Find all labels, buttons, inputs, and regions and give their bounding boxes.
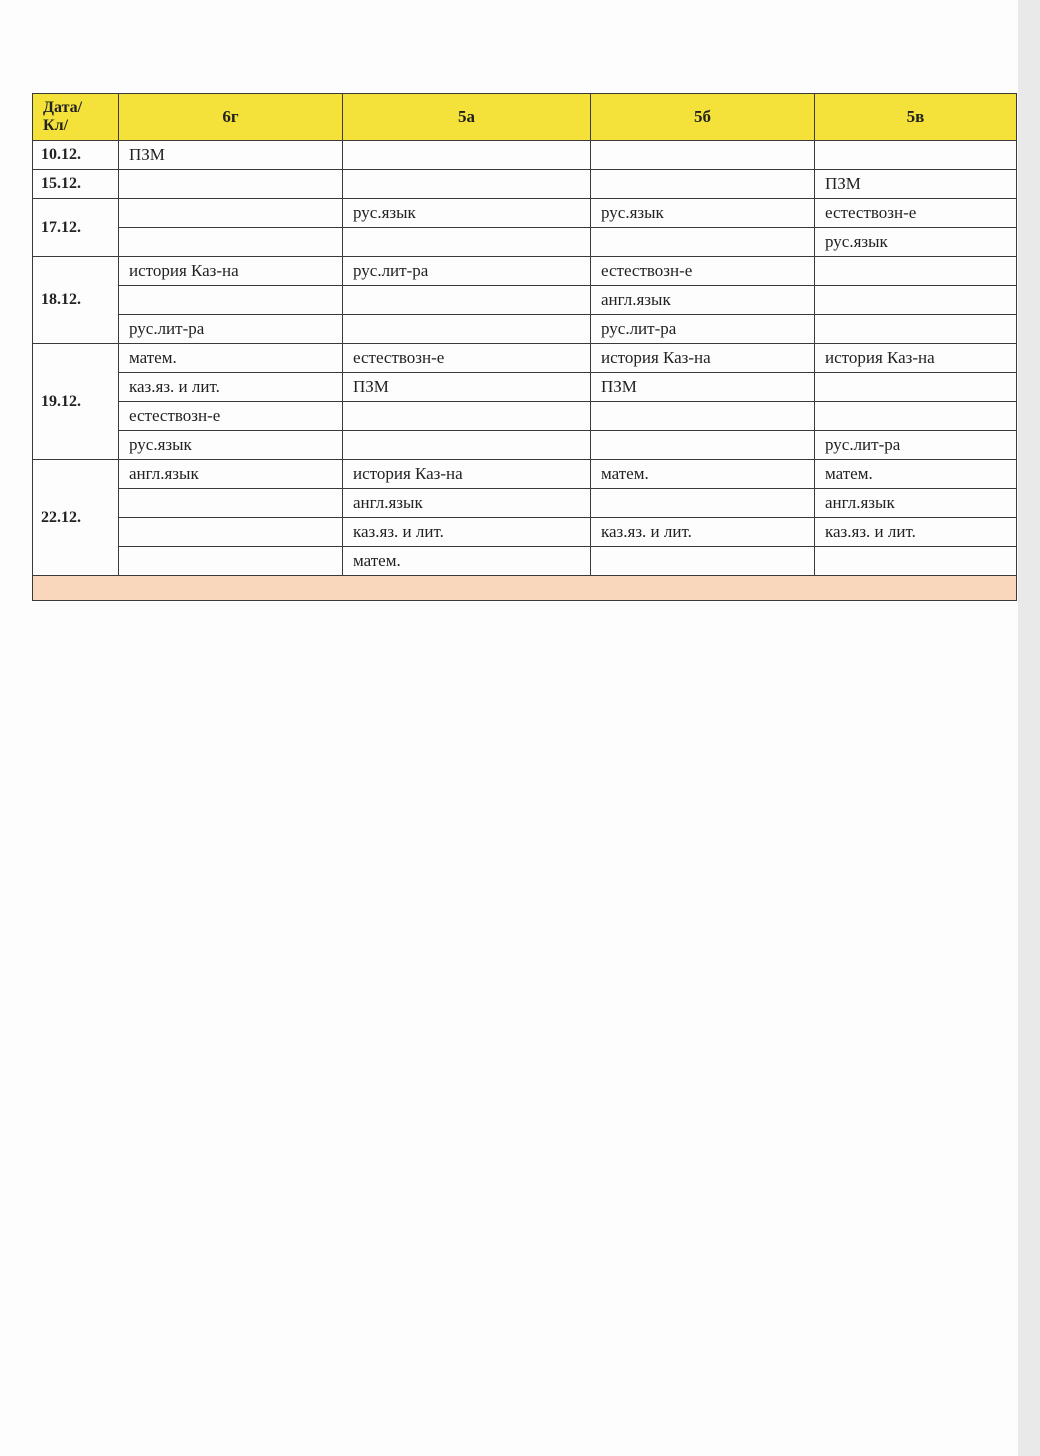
lesson-cell: каз.яз. и лит.	[343, 518, 591, 547]
header-date-class	[33, 94, 119, 141]
date-cell: 15.12.	[33, 170, 119, 199]
lesson-cell: естествозн-е	[343, 344, 591, 373]
lesson-cell: естествозн-е	[119, 402, 343, 431]
lesson-cell: матем.	[591, 460, 815, 489]
lesson-cell	[591, 228, 815, 257]
lesson-cell	[815, 257, 1017, 286]
lesson-cell: рус.лит-ра	[119, 315, 343, 344]
lesson-cell	[343, 286, 591, 315]
table-row	[33, 170, 1017, 199]
footer-row	[33, 576, 1017, 601]
header-date-label: Дата/	[43, 99, 83, 116]
lesson-cell: каз.яз. и лит.	[119, 373, 343, 402]
lesson-cell: каз.яз. и лит.	[591, 518, 815, 547]
lesson-cell	[591, 170, 815, 199]
lesson-cell	[119, 170, 343, 199]
lesson-cell: ПЗМ	[119, 141, 343, 170]
lesson-cell: ПЗМ	[815, 170, 1017, 199]
header-row	[33, 94, 1017, 141]
lesson-cell: история Каз-на	[343, 460, 591, 489]
lesson-cell	[815, 315, 1017, 344]
table-row	[33, 518, 1017, 547]
lesson-cell	[815, 141, 1017, 170]
lesson-cell: англ.язык	[591, 286, 815, 315]
lesson-cell: история Каз-на	[815, 344, 1017, 373]
footer-band	[33, 576, 1017, 601]
lesson-cell: естествозн-е	[591, 257, 815, 286]
lesson-cell	[119, 518, 343, 547]
table-row	[33, 547, 1017, 576]
table-row	[33, 228, 1017, 257]
table-row	[33, 402, 1017, 431]
lesson-cell	[119, 286, 343, 315]
lesson-cell	[591, 547, 815, 576]
lesson-cell: рус.лит-ра	[591, 315, 815, 344]
table-row	[33, 460, 1017, 489]
table-row	[33, 199, 1017, 228]
lesson-cell: ПЗМ	[591, 373, 815, 402]
lesson-cell	[815, 286, 1017, 315]
lesson-cell: история Каз-на	[119, 257, 343, 286]
lesson-cell: история Каз-на	[591, 344, 815, 373]
header-class-label: Кл/	[43, 117, 69, 134]
table-row	[33, 286, 1017, 315]
table-row	[33, 315, 1017, 344]
header-class-5a: 5а	[343, 94, 591, 141]
schedule-table	[32, 93, 1017, 601]
lesson-cell: англ.язык	[343, 489, 591, 518]
lesson-cell: рус.лит-ра	[815, 431, 1017, 460]
lesson-cell: рус.язык	[343, 199, 591, 228]
lesson-cell	[815, 402, 1017, 431]
date-cell: 10.12.	[33, 141, 119, 170]
lesson-cell	[591, 402, 815, 431]
lesson-cell	[343, 141, 591, 170]
table-row	[33, 141, 1017, 170]
lesson-cell	[343, 170, 591, 199]
header-class-5v: 5в	[815, 94, 1017, 141]
date-cell: 22.12.	[33, 460, 119, 576]
lesson-cell	[119, 547, 343, 576]
lesson-cell: каз.яз. и лит.	[815, 518, 1017, 547]
lesson-cell: рус.язык	[815, 228, 1017, 257]
lesson-cell: естествозн-е	[815, 199, 1017, 228]
lesson-cell	[119, 228, 343, 257]
lesson-cell: матем.	[815, 460, 1017, 489]
page-edge-shadow	[1018, 0, 1040, 1456]
lesson-cell	[343, 315, 591, 344]
lesson-cell: рус.язык	[119, 431, 343, 460]
table-row	[33, 431, 1017, 460]
header-class-6g: 6г	[119, 94, 343, 141]
lesson-cell	[343, 228, 591, 257]
lesson-cell: англ.язык	[815, 489, 1017, 518]
lesson-cell: матем.	[119, 344, 343, 373]
lesson-cell: рус.лит-ра	[343, 257, 591, 286]
lesson-cell	[343, 402, 591, 431]
lesson-cell	[119, 489, 343, 518]
lesson-cell	[343, 431, 591, 460]
date-cell: 17.12.	[33, 199, 119, 257]
table-row	[33, 257, 1017, 286]
lesson-cell	[815, 373, 1017, 402]
lesson-cell	[815, 547, 1017, 576]
lesson-cell: рус.язык	[591, 199, 815, 228]
header-class-5b: 5б	[591, 94, 815, 141]
lesson-cell	[591, 489, 815, 518]
lesson-cell	[591, 431, 815, 460]
date-cell: 19.12.	[33, 344, 119, 460]
lesson-cell: англ.язык	[119, 460, 343, 489]
table-row	[33, 344, 1017, 373]
lesson-cell	[119, 199, 343, 228]
lesson-cell	[591, 141, 815, 170]
lesson-cell: матем.	[343, 547, 591, 576]
date-cell: 18.12.	[33, 257, 119, 344]
table-row	[33, 373, 1017, 402]
table-row	[33, 489, 1017, 518]
lesson-cell: ПЗМ	[343, 373, 591, 402]
